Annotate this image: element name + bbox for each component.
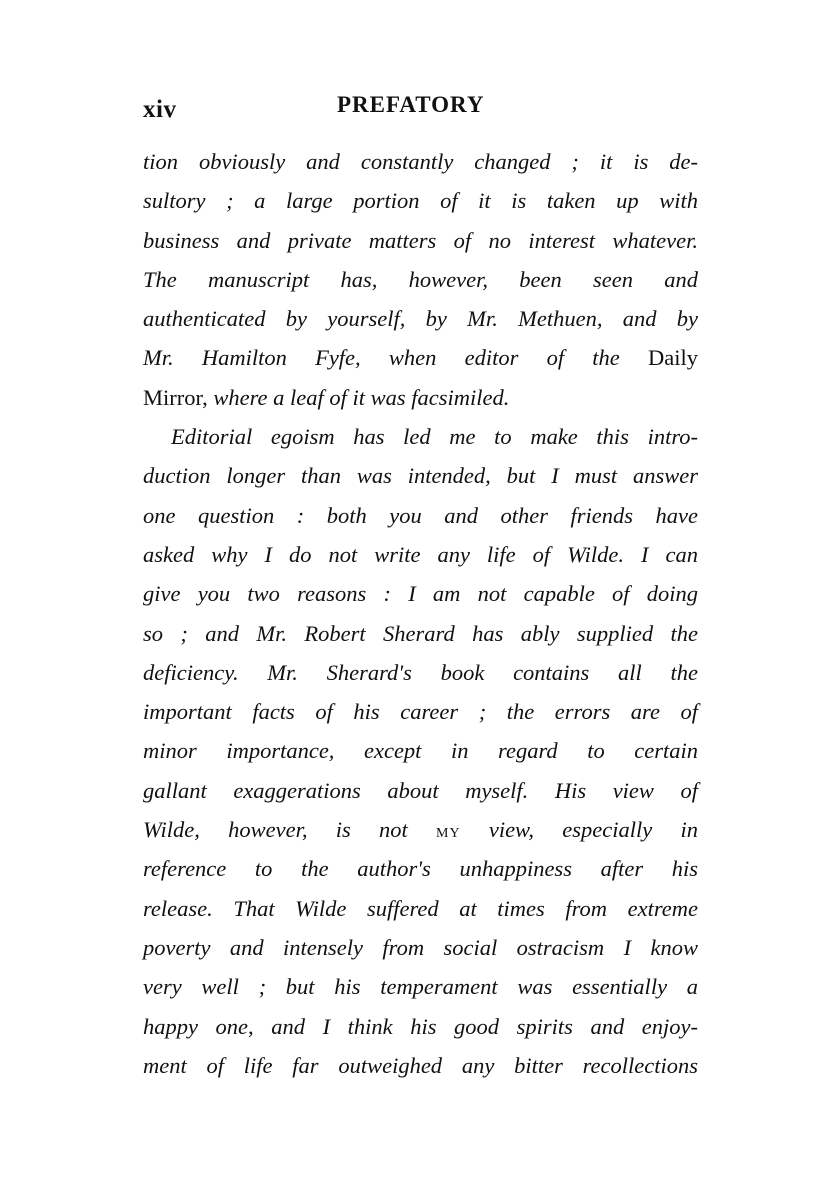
text-line: release. That Wilde suffered at times from extreme [143, 895, 698, 921]
text-roman: Mirror, [143, 384, 208, 410]
text-line: very well ; but his temperament was essentially a [143, 974, 698, 1000]
text-line [143, 810, 698, 849]
text-line: so ; and Mr. Robert Sherard has ably supplied the [143, 620, 698, 646]
running-head: PREFATORY [337, 92, 485, 117]
text-roman: Daily [648, 345, 698, 371]
text-line: business and private matters of no interest whatever. [143, 227, 698, 253]
page-number: xiv [143, 96, 177, 123]
text-line: authenticated by yourself, by Mr. Methuen, and by [143, 306, 698, 332]
text-line: reference to the author's unhappiness after his [143, 856, 698, 882]
text-line: happy one, and I think his good spirits and enjoy- [143, 1013, 698, 1039]
text-smallcaps: MY [436, 826, 461, 842]
text-line: sultory ; a large portion of it is taken up with [143, 188, 698, 214]
text-line: minor importance, except in regard to certain [143, 738, 698, 764]
text-line: The manuscript has, however, been seen and [143, 266, 698, 292]
text-line [143, 378, 698, 417]
text-line: poverty and intensely from social ostracism I know [143, 934, 698, 960]
text-line [143, 338, 698, 377]
text-line: important facts of his career ; the errors are of [143, 699, 698, 725]
text-italic: Mr. Hamilton Fyfe, when editor of the [143, 345, 648, 371]
page-header [143, 92, 698, 126]
text-line: ment of life far outweighed any bitter recollections [143, 1052, 698, 1078]
text-italic: view, especially in [460, 817, 698, 843]
body-text [143, 142, 698, 1085]
text-line: Editorial egoism has led me to make this intro- [171, 424, 698, 450]
text-italic: Wilde, however, is not [143, 817, 437, 843]
text-italic: where a leaf of it was facsimiled. [207, 384, 510, 410]
text-line: asked why I do not write any life of Wilde. I can [143, 541, 698, 567]
text-line: tion obviously and constantly changed ; it is de- [143, 149, 698, 174]
text-line: duction longer than was intended, but I must answer [143, 463, 698, 489]
text-line: deficiency. Mr. Sherard's book contains all the [143, 659, 698, 685]
text-line: gallant exaggerations about myself. His view of [143, 777, 698, 803]
text-line: give you two reasons : I am not capable of doing [143, 581, 698, 607]
text-line: one question : both you and other friends have [143, 502, 698, 528]
